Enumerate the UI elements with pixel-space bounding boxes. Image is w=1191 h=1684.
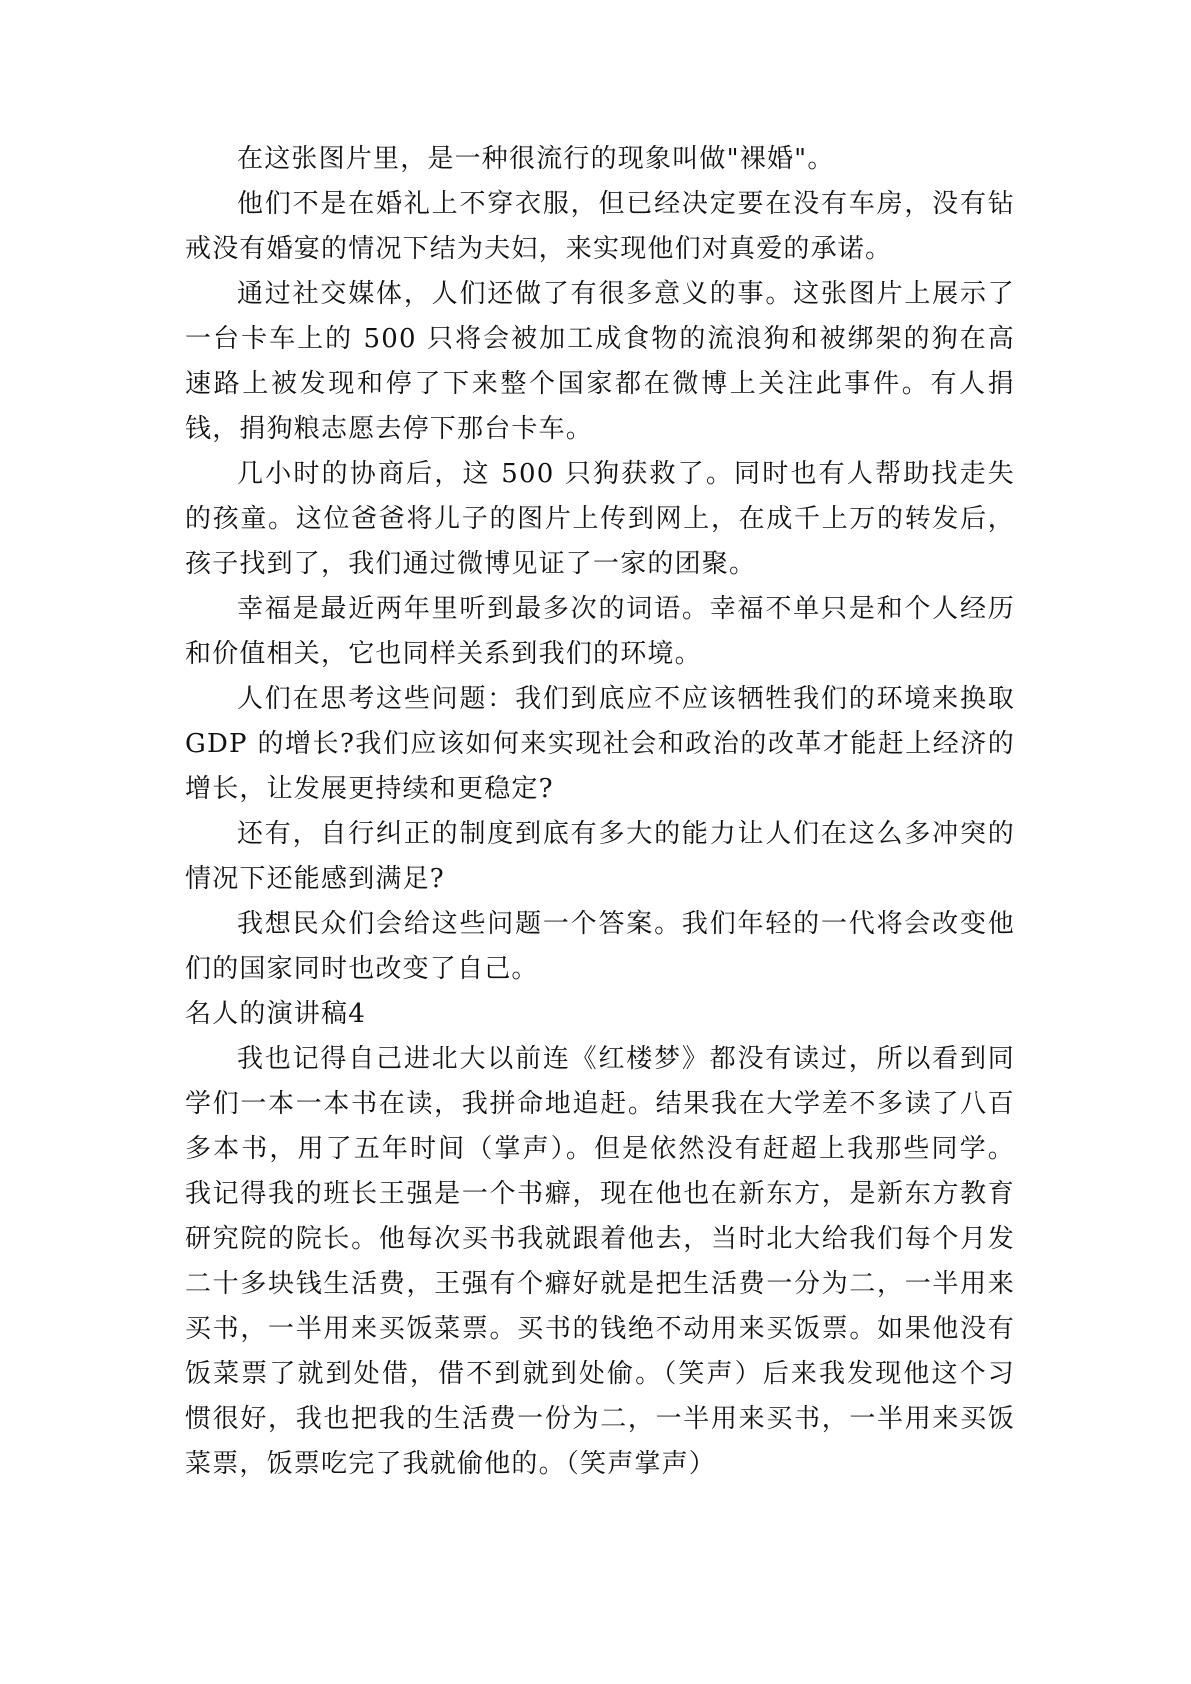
section-heading: 名人的演讲稿4 (185, 999, 366, 1029)
paragraph-dogs-rescued: 几小时的协商后，这 500 只狗获救了。同时也有人帮助找走失的孩童。这位爸爸将儿子的图片上传到网上，在成千上万的转发后，孩子找到了，我们通过微博见证了一家的团聚。 (185, 459, 1015, 579)
paragraph-young-generation: 我想民众们会给这些问题一个答案。我们年轻的一代将会改变他们的国家同时也改变了自己。 (185, 909, 1015, 984)
paragraph-peking-university-books: 我也记得自己进北大以前连《红楼梦》都没有读过，所以看到同学们一本一本书在读，我拼命地追赶。结果我在大学差不多读了八百多本书，用了五年时间（掌声）。但是依然没有赶超上我那些同学。我记得我的班长王强是一个书癖，现在他也在新东方，是新东方教育研究院的院长。他每次买书我就跟着他去，当时北大给我们每个月发二十多块钱生活费，王强有个癖好就是把生活费一分为二，一半用来买书，一半用来买饭菜票。买书的钱绝不动用来买饭票。如果他没有饭菜票了就到处借，借不到就到处偷。（笑声）后来我发现他这个习惯很好，我也把我的生活费一份为二，一半用来买书，一半用来买饭菜票，饭票吃完了我就偷他的。（笑声掌声） (185, 1044, 1015, 1479)
paragraph-self-correction: 还有，自行纠正的制度到底有多大的能力让人们在这么多冲突的情况下还能感到满足? (185, 819, 1015, 894)
paragraph-naked-marriage-intro: 在这张图片里，是一种很流行的现象叫做"裸婚"。 (237, 144, 835, 174)
paragraph-dog-truck: 通过社交媒体，人们还做了有很多意义的事。这张图片上展示了一台卡车上的 500 只将会被加工成食物的流浪狗和被绑架的狗在高速路上被发现和停了下来整个国家都在微博上关注此事件。有人捐钱，捐狗粮志愿去停下那台卡车。 (185, 279, 1015, 444)
paragraph-naked-marriage-explained: 他们不是在婚礼上不穿衣服，但已经决定要在没有车房，没有钻戒没有婚宴的情况下结为夫妇，来实现他们对真爱的承诺。 (185, 189, 1015, 264)
document-page (185, 137, 1015, 1487)
paragraph-questions-gdp: 人们在思考这些问题：我们到底应不应该牺牲我们的环境来换取GDP 的增长?我们应该如何来实现社会和政治的改革才能赶上经济的增长，让发展更持续和更稳定? (185, 684, 1015, 804)
paragraph-happiness: 幸福是最近两年里听到最多次的词语。幸福不单只是和个人经历和价值相关，它也同样关系到我们的环境。 (185, 594, 1015, 669)
